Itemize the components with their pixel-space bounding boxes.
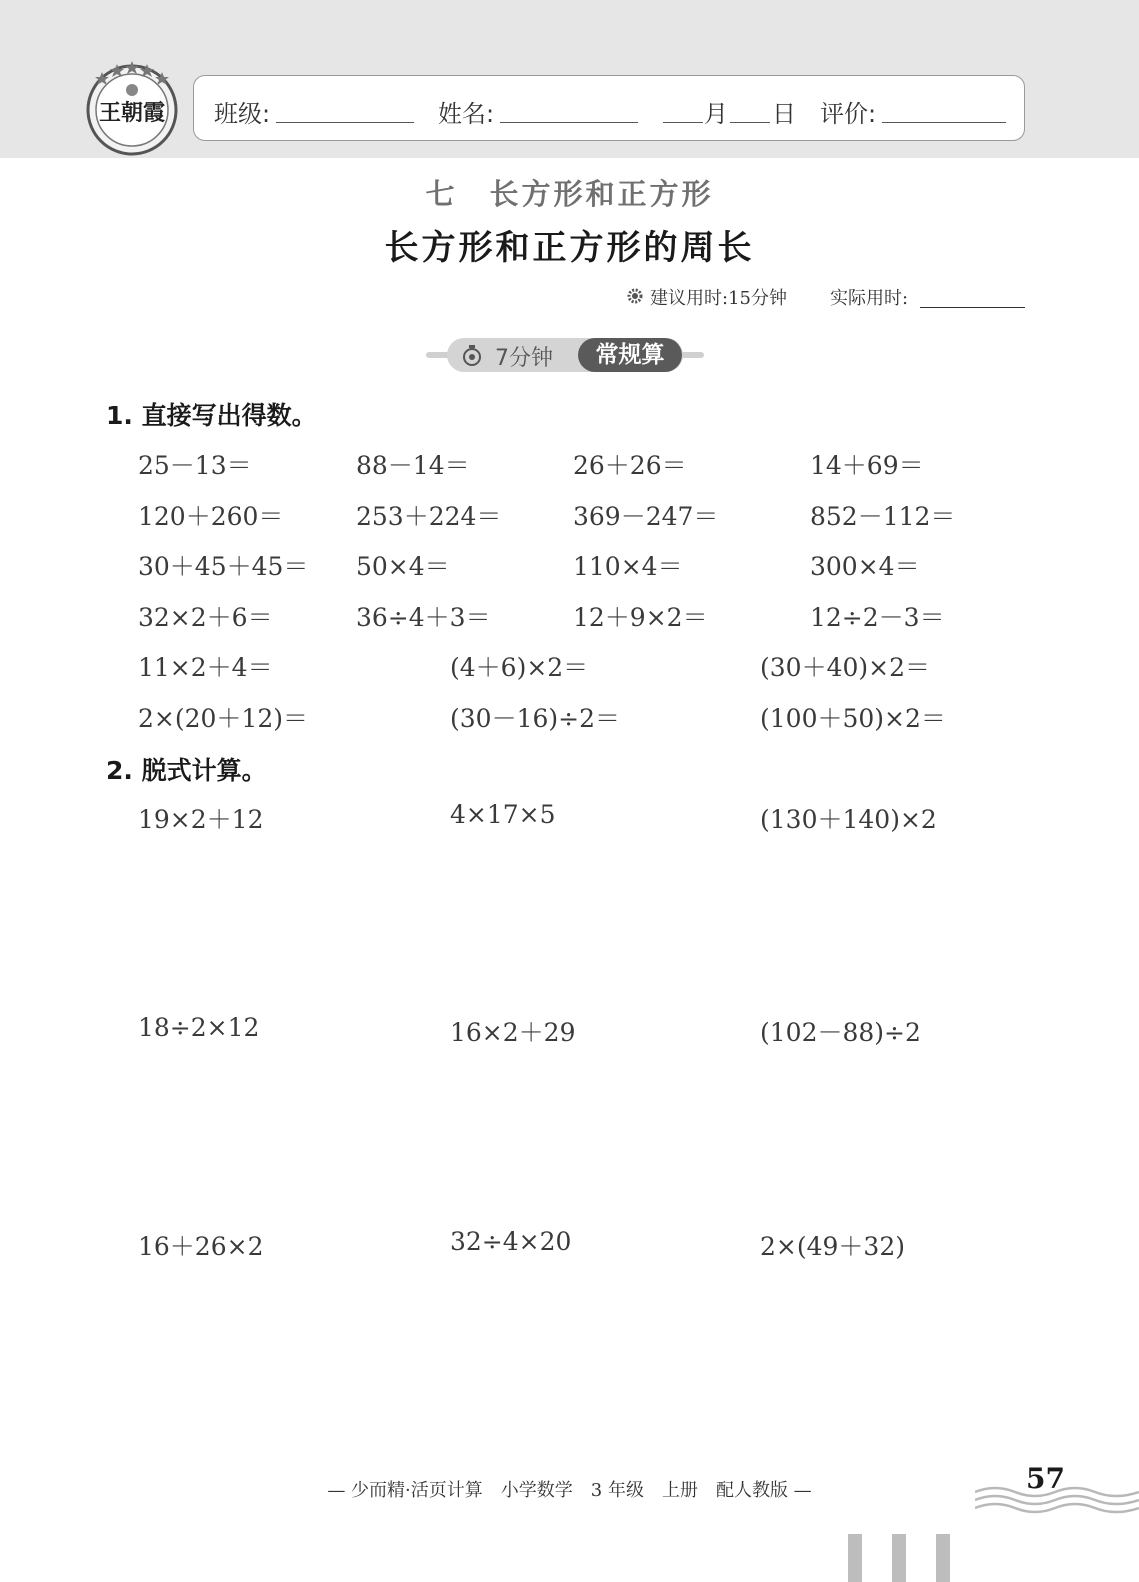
section2-title: 2. 脱式计算。 <box>106 756 267 785</box>
expr: 25－13＝ <box>138 451 252 480</box>
expr: 852－112＝ <box>810 502 956 531</box>
evaluation-field[interactable] <box>882 122 1006 123</box>
expr: 19×2＋12 <box>138 805 264 834</box>
expr: 50×4＝ <box>356 552 450 581</box>
expr: 110×4＝ <box>573 552 683 581</box>
suggested-time: 建议用时:15分钟 <box>650 288 787 309</box>
decor-bar <box>892 1534 906 1582</box>
chapter-title: 七 长方形和正方形 <box>425 177 714 211</box>
pill-time: 7分钟 <box>495 346 553 371</box>
expr: (30－16)÷2＝ <box>450 704 620 733</box>
footer-text: — 少而精·活页计算 小学数学 3 年级 上册 配人教版 — <box>327 1480 812 1501</box>
expr: (4＋6)×2＝ <box>450 653 589 682</box>
expr: 32×2＋6＝ <box>138 603 273 632</box>
expr: 300×4＝ <box>810 552 920 581</box>
expr: 253＋224＝ <box>356 502 502 531</box>
decor-bar <box>936 1534 950 1582</box>
name-label: 姓名: <box>438 100 495 128</box>
expr: (30＋40)×2＝ <box>760 653 930 682</box>
svg-text:王朝霞: 王朝霞 <box>98 100 166 126</box>
expr: 36÷4＋3＝ <box>356 603 491 632</box>
expr: 16＋26×2 <box>138 1232 264 1261</box>
expr: 16×2＋29 <box>450 1018 576 1047</box>
expr: (100＋50)×2＝ <box>760 704 946 733</box>
evaluation-label: 评价: <box>820 100 877 128</box>
decor-bar <box>848 1534 862 1582</box>
month-label: 月 <box>704 100 728 128</box>
month-field[interactable] <box>663 122 703 123</box>
expr: 18÷2×12 <box>138 1013 260 1042</box>
expr: 14＋69＝ <box>810 451 924 480</box>
expr: 88－14＝ <box>356 451 470 480</box>
pill-tag: 常规算 <box>578 338 682 372</box>
student-info-box <box>193 75 1025 141</box>
pill-line-right <box>680 352 704 358</box>
expr: 2×(49＋32) <box>760 1232 905 1261</box>
expr: 12＋9×2＝ <box>573 603 708 632</box>
actual-time-label: 实际用时: <box>830 288 909 309</box>
brand-logo <box>84 58 180 158</box>
expr: 11×2＋4＝ <box>138 653 273 682</box>
stopwatch-icon <box>460 343 484 367</box>
class-field[interactable] <box>276 122 414 123</box>
gear-icon <box>626 287 644 305</box>
page-number: 57 <box>1026 1462 1065 1495</box>
expr: 4×17×5 <box>450 800 556 829</box>
expr: 26＋26＝ <box>573 451 687 480</box>
expr: 30＋45＋45＝ <box>138 552 309 581</box>
class-label: 班级: <box>214 100 271 128</box>
actual-time-field[interactable] <box>920 307 1025 308</box>
section1-title: 1. 直接写出得数。 <box>106 401 317 430</box>
expr: (102－88)÷2 <box>760 1018 921 1047</box>
expr: 369－247＝ <box>573 502 719 531</box>
expr: 32÷4×20 <box>450 1227 572 1256</box>
day-field[interactable] <box>730 122 770 123</box>
day-label: 日 <box>772 100 796 128</box>
expr: (130＋140)×2 <box>760 805 937 834</box>
lesson-title: 长方形和正方形的周长 <box>384 228 755 268</box>
expr: 12÷2－3＝ <box>810 603 945 632</box>
name-field[interactable] <box>500 122 638 123</box>
expr: 120＋260＝ <box>138 502 284 531</box>
expr: 2×(20＋12)＝ <box>138 704 308 733</box>
